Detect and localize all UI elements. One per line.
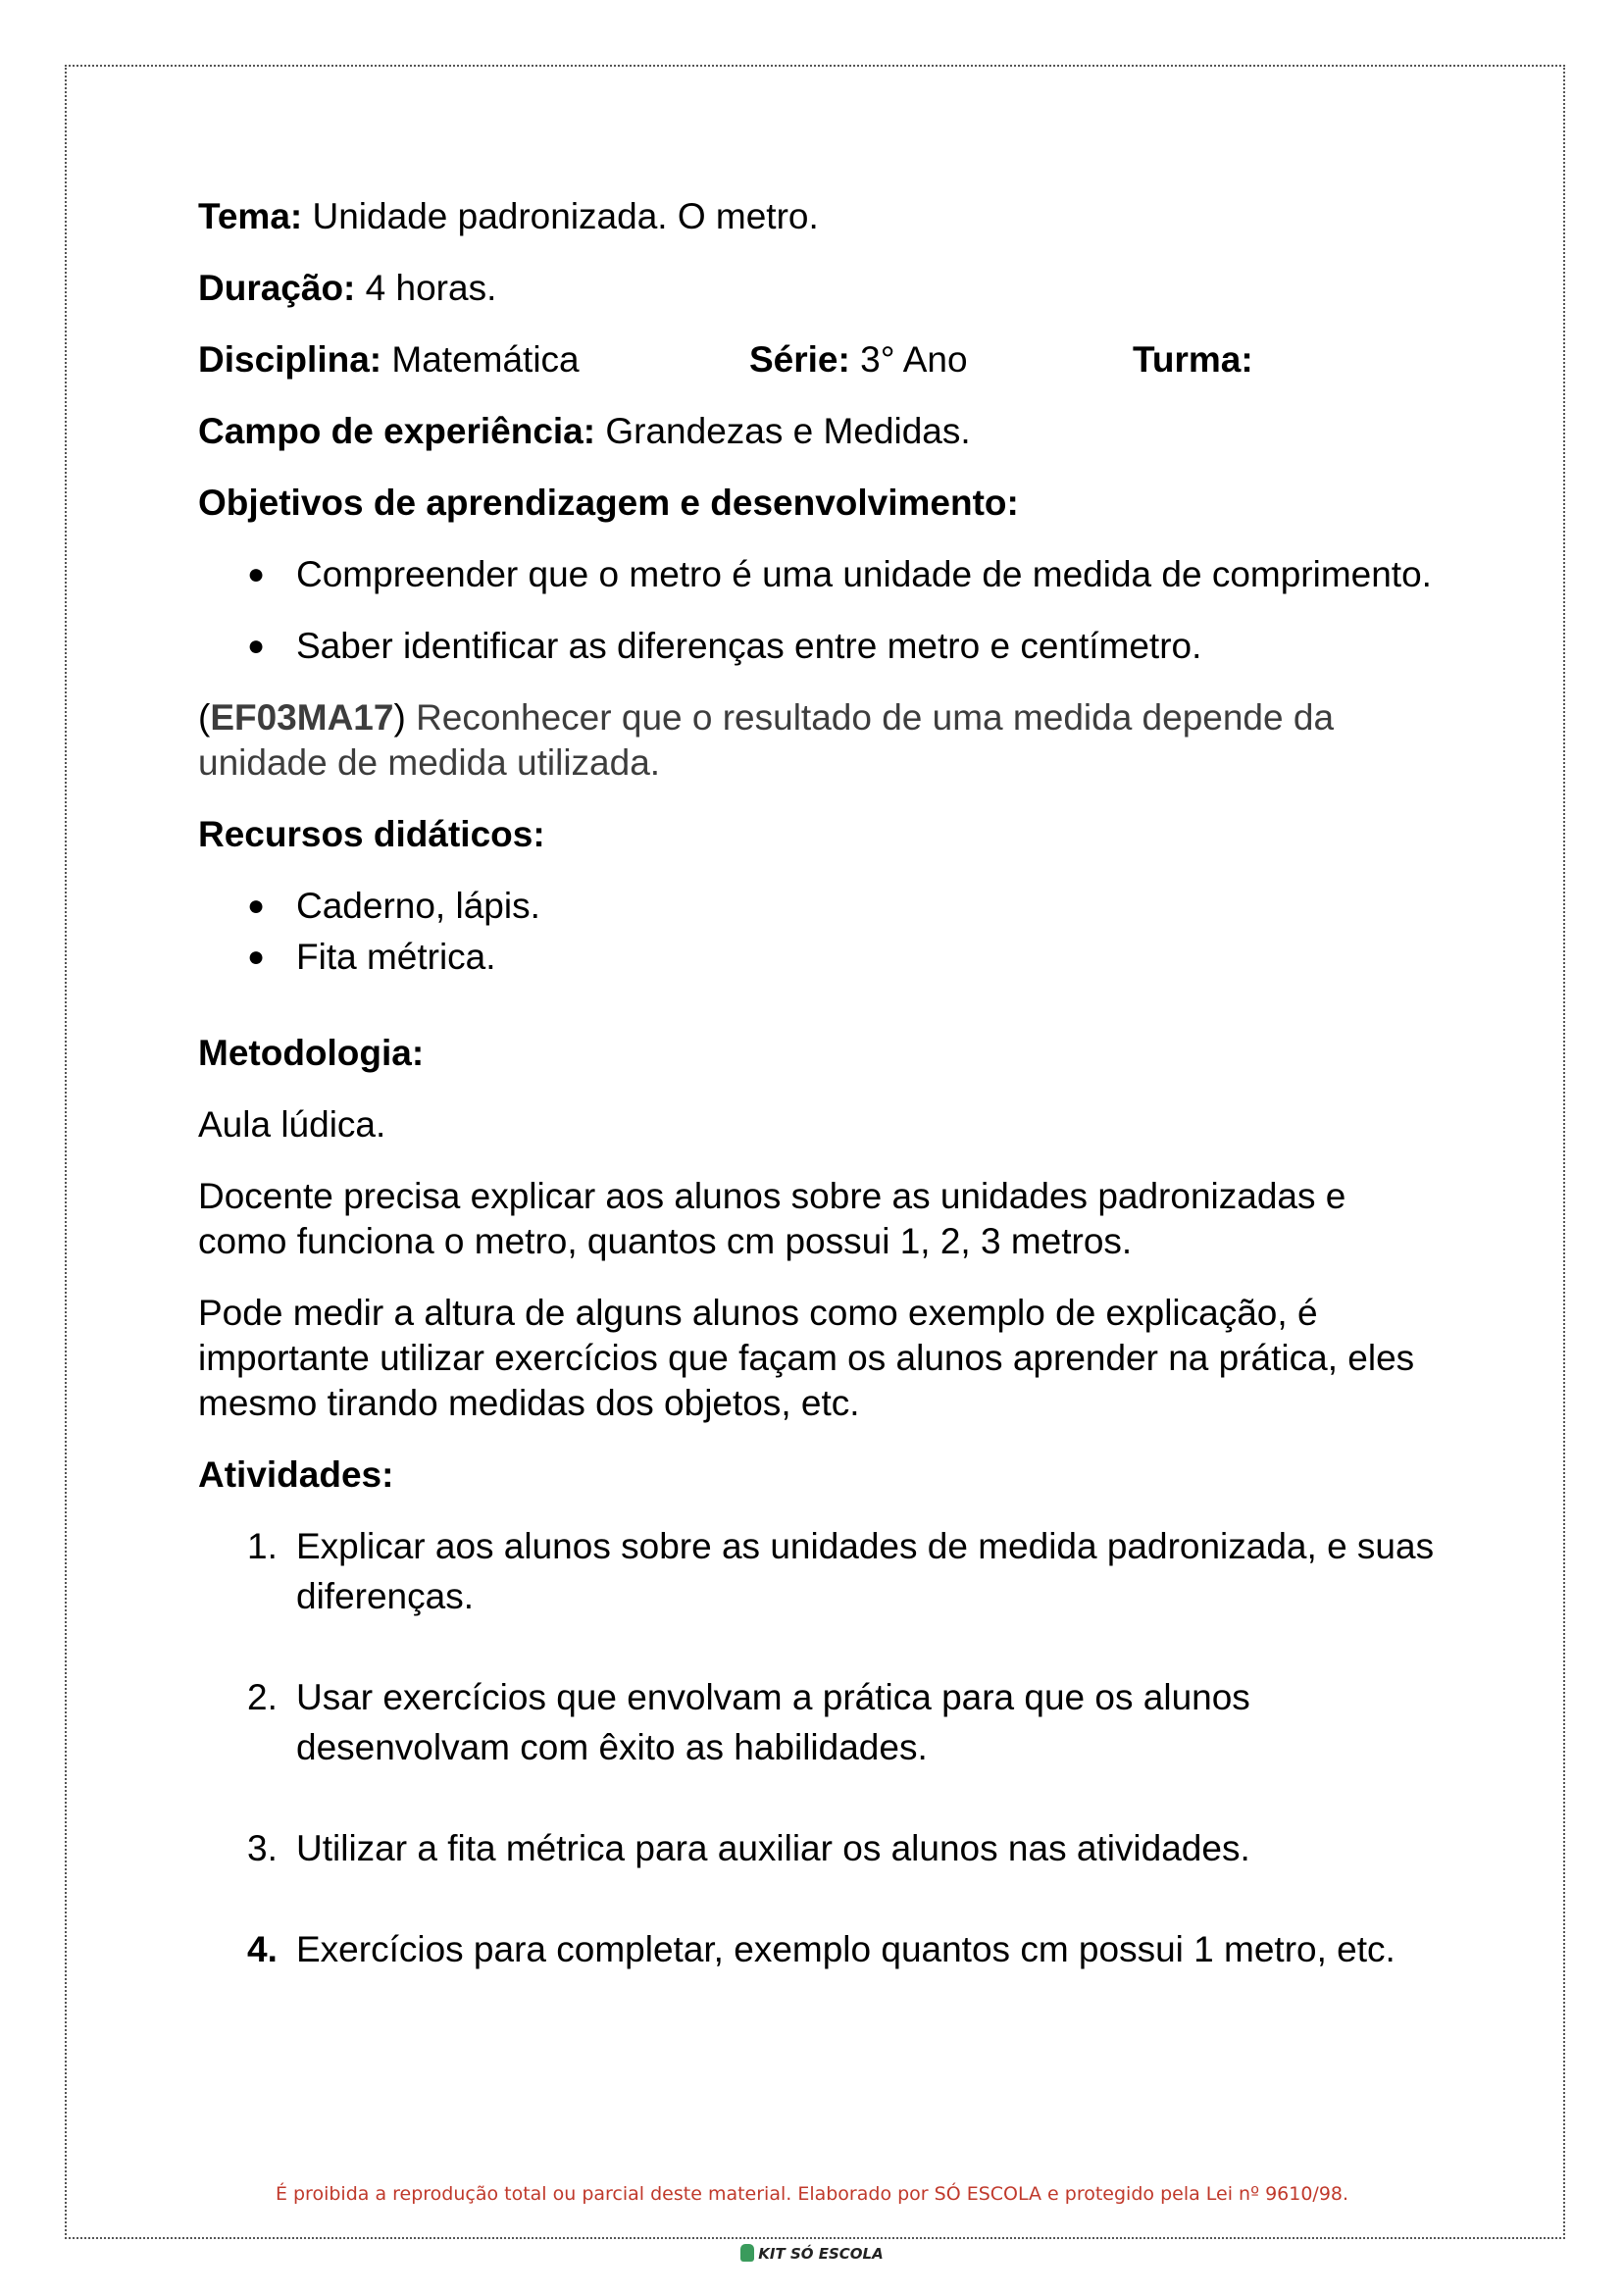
metodologia-paragraph: Docente precisa explicar aos alunos sobre as unidades padronizadas e como funciona o metro, quantos cm possui 1, 2, 3 metros. — [198, 1176, 1346, 1261]
serie-label: Série: — [749, 339, 850, 380]
recurso-text: Caderno, lápis. — [296, 886, 540, 926]
habilidade-open: ( — [198, 697, 211, 738]
item-number: 1. — [247, 1526, 278, 1566]
campo-label: Campo de experiência: — [198, 411, 596, 451]
tema-value: Unidade padronizada. O metro. — [302, 196, 819, 236]
item-number: 4. — [247, 1929, 278, 1969]
habilidade-code: EF03MA17 — [210, 697, 394, 738]
logo-text: KIT SÓ ESCOLA — [758, 2245, 884, 2263]
list-item — [198, 935, 1444, 980]
serie — [749, 337, 1133, 382]
bullet-icon: ● — [247, 558, 266, 590]
objetivos-heading: Objetivos de aprendizagem e desenvolvimento: — [198, 483, 1019, 523]
logo-icon — [740, 2244, 754, 2262]
recursos-heading: Recursos didáticos: — [198, 814, 545, 854]
atividade-text: Usar exercícios que envolvam a prática para que os alunos desenvolvam com êxito as habilidades. — [296, 1677, 1250, 1767]
tema-line — [198, 194, 1444, 239]
campo-line — [198, 409, 1444, 454]
bullet-icon: ● — [247, 890, 266, 922]
list-item — [198, 1823, 1444, 1873]
list-item — [198, 884, 1444, 929]
list-item — [198, 624, 1444, 669]
duracao-label: Duração: — [198, 268, 356, 308]
habilidade-text: Reconhecer que o resultado de uma medida depende da unidade de medida utilizada. — [198, 697, 1335, 783]
list-item — [198, 1672, 1444, 1772]
item-number: 2. — [247, 1677, 278, 1717]
tema-label: Tema: — [198, 196, 303, 236]
habilidade-close: ) — [393, 697, 406, 738]
class-info-line — [198, 337, 1444, 382]
objetivos-list — [198, 552, 1444, 669]
copyright-notice: É proibida a reprodução total ou parcial deste material. Elaborado por SÓ ESCOLA e protegido pela Lei nº 9610/98. — [275, 2183, 1349, 2205]
atividade-text: Utilizar a fita métrica para auxiliar os alunos nas atividades. — [296, 1828, 1250, 1868]
atividades-heading: Atividades: — [198, 1454, 394, 1495]
habilidade-paragraph — [198, 695, 1444, 786]
lesson-plan — [198, 194, 1444, 1974]
atividades-list — [198, 1521, 1444, 1974]
metodologia-heading: Metodologia: — [198, 1033, 425, 1073]
duracao-line — [198, 266, 1444, 311]
brand-logo — [0, 2244, 1624, 2263]
disciplina-value: Matemática — [381, 339, 580, 380]
disciplina — [198, 337, 749, 382]
recurso-text: Fita métrica. — [296, 937, 496, 977]
metodologia-paragraph: Pode medir a altura de alguns alunos como exemplo de explicação, é importante utilizar exercícios que façam os alunos aprender na prática, eles mesmo tirando medidas dos objetos, etc. — [198, 1293, 1415, 1423]
item-number: 3. — [247, 1828, 278, 1868]
disciplina-label: Disciplina: — [198, 339, 382, 380]
bullet-icon: ● — [247, 630, 266, 662]
objetivo-text: Saber identificar as diferenças entre metro e centímetro. — [296, 626, 1202, 666]
metodologia-paragraph: Aula lúdica. — [198, 1104, 386, 1145]
recursos-list — [198, 884, 1444, 980]
turma — [1133, 337, 1253, 382]
duracao-value: 4 horas. — [355, 268, 497, 308]
serie-value: 3° Ano — [849, 339, 968, 380]
list-item — [198, 1924, 1444, 1974]
turma-label: Turma: — [1133, 339, 1253, 380]
objetivo-text: Compreender que o metro é uma unidade de medida de comprimento. — [296, 554, 1432, 594]
bullet-icon: ● — [247, 941, 266, 973]
campo-value: Grandezas e Medidas. — [595, 411, 971, 451]
list-item — [198, 552, 1444, 597]
atividade-text: Explicar aos alunos sobre as unidades de medida padronizada, e suas diferenças. — [296, 1526, 1435, 1616]
atividade-text: Exercícios para completar, exemplo quantos cm possui 1 metro, etc. — [296, 1929, 1396, 1969]
list-item — [198, 1521, 1444, 1621]
